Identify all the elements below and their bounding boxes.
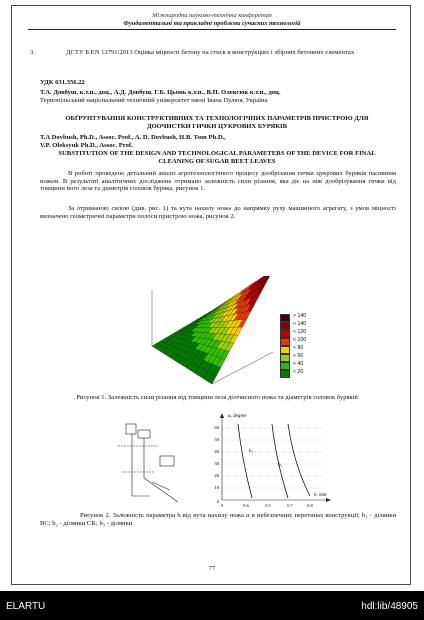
authors-english-line1: T.A Dovbush, Ph.D., Assoc. Prof., A. D. Dovbush, H.B. Tson Ph.D., <box>40 134 226 141</box>
alpha-axis-label: α, degree <box>228 414 247 419</box>
sketch-part <box>138 430 150 438</box>
legend-swatch <box>280 354 290 362</box>
legend-item <box>280 314 340 322</box>
x-tick-label: 0 <box>220 503 224 508</box>
y-tick-label: 40 <box>214 449 219 454</box>
sketch-line <box>152 482 170 490</box>
page-number: 77 <box>208 565 216 572</box>
legend-label: < 100 <box>293 337 307 343</box>
legend-item <box>280 330 340 338</box>
figure2-mechanism-sketch <box>108 416 192 508</box>
graph-grid <box>222 428 324 488</box>
reference-text: ДСТУ Б EN 13791:2013 Оцінка міцності бетону на стиск в конструкціях і збірних бетонних елементах <box>66 49 355 56</box>
legend-swatch <box>280 322 290 330</box>
x-tick-label: 0.8 <box>307 503 313 508</box>
running-header <box>28 12 396 27</box>
footer-handle-link[interactable]: hdl:lib/48905 <box>361 601 418 612</box>
curve-b2-label: b₂ <box>278 463 283 468</box>
legend-item <box>280 362 340 370</box>
y-axis-arrow-icon <box>220 413 224 418</box>
header-divider <box>28 29 396 30</box>
figure2-caption-b1: b₁ - ділянки BC; <box>40 512 396 527</box>
x-axis-arrow-icon <box>326 498 331 502</box>
legend-label: < 80 <box>293 345 304 351</box>
curve-b1 <box>238 424 252 498</box>
body-paragraph-2: За отриманою силою (див. рис. 1) та кута нахилу ножа до напрямку руху машинного агрегату, з умов міцності визначено геометричні параметри полоси пристрою ножа, рисунок 2. <box>40 205 396 220</box>
legend-swatch <box>280 346 290 354</box>
reference-number: 3. <box>30 49 35 56</box>
legend-label: < 140 <box>293 321 307 327</box>
y-tick-labels <box>214 425 219 504</box>
conference-subtitle: Фундаментальні та прикладні проблеми сучасних технологій <box>123 19 301 27</box>
legend-swatch <box>280 314 290 322</box>
x-tick-labels <box>221 503 314 508</box>
footer-repository-name: ELARTU <box>6 601 46 612</box>
institution-ukrainian: Тернопільський національний технічний університет імені Івана Пулюя, Україна <box>40 97 268 104</box>
title-english: SUBSTITUTION OF THE DESIGN AND TECHNOLOGICAL PARAMETERS OF THE DEVICE FOR FINAL CLEANING OF SUGAR BEET LEAVES <box>58 150 376 165</box>
figure2-caption-b3: b₃ - ділянки <box>99 519 133 527</box>
surface-mesh <box>152 276 273 384</box>
figure2-caption <box>40 512 396 527</box>
figure2-caption-main: Рисунок 2. Залежність параметра b від кута нахилу ножа α в небезпечних перетинах конструкції; <box>80 512 360 519</box>
authors-english-line2: V.P. Oleksyuk Ph.D., Assoc. Prof. <box>40 142 133 149</box>
authors-ukrainian: Т.А. Довбуш, к.т.н., доц., А.Д. Довбуш, Г.Б. Цьонь к.т.н., В.П. Олексюк к.т.н., доц. <box>40 89 281 96</box>
curve-b2 <box>272 424 288 498</box>
b-axis-label: b, mm <box>314 493 327 498</box>
legend-label: < 40 <box>293 361 304 367</box>
legend-item <box>280 354 340 362</box>
sketch-part <box>160 456 174 466</box>
document-page <box>11 5 411 585</box>
legend-label: < 20 <box>293 369 304 375</box>
legend-swatch <box>280 362 290 370</box>
legend-swatch <box>280 338 290 346</box>
footer-bar <box>0 591 424 620</box>
curve-b3 <box>288 424 310 496</box>
legend-item <box>280 322 340 330</box>
legend-label: < 120 <box>293 329 307 335</box>
y-tick-label: 50 <box>214 437 219 442</box>
x-tick-label: 0.6 <box>243 503 249 508</box>
conference-name: Міжнародна науково-технічна конференція <box>152 12 272 19</box>
y-tick-label: 30 <box>214 461 219 466</box>
legend-item <box>280 338 340 346</box>
udc-code: УДК 631.356.22 <box>40 79 85 86</box>
legend-label: > 140 <box>293 313 307 319</box>
legend-label: < 60 <box>293 353 304 359</box>
legend-item <box>280 370 340 378</box>
y-tick-label: 20 <box>214 473 219 478</box>
sketch-line <box>144 478 178 502</box>
y-tick-label: 0 <box>216 499 219 504</box>
legend-swatch <box>280 370 290 378</box>
curve-b1-label: b₁ <box>249 449 254 454</box>
sketch-part <box>126 424 136 434</box>
title-ukrainian: ОБҐРУНТУВАННЯ КОНСТРУКТИВНИХ ТА ТЕХНОЛОГІЧНИХ ПАРАМЕТРІВ ПРИСТРОЮ ДЛЯ ДООЧИСТКИ ГИЧКИ ЦУКРОВИХ БУРЯКІВ <box>65 115 369 130</box>
figure2-caption-b2: b₂ - ділянки CK; <box>52 519 98 527</box>
legend-item <box>280 346 340 354</box>
x-tick-label: 0.7 <box>287 503 293 508</box>
x-tick-label: 0.5 <box>265 503 271 508</box>
figure2-graph <box>202 410 336 510</box>
y-tick-label: 10 <box>214 485 219 490</box>
body-paragraph-1: В роботі проведено детальний аналіз агротехнологічного процесу дообрізання гички цукрових буряків пасивним ножем. В результаті аналітичних досліджень отримано залежність сили різання, яка діє на ніж дообрізування гички від товщини його леза та діаметрів головок буряка, рисунок 1. <box>40 170 396 193</box>
figure1-caption: Рисунок 1. Залежність сили різання від товщини леза доочисного ножа та діаметрів головок буряків <box>76 394 358 401</box>
y-tick-label: 60 <box>214 425 219 430</box>
legend-swatch <box>280 330 290 338</box>
